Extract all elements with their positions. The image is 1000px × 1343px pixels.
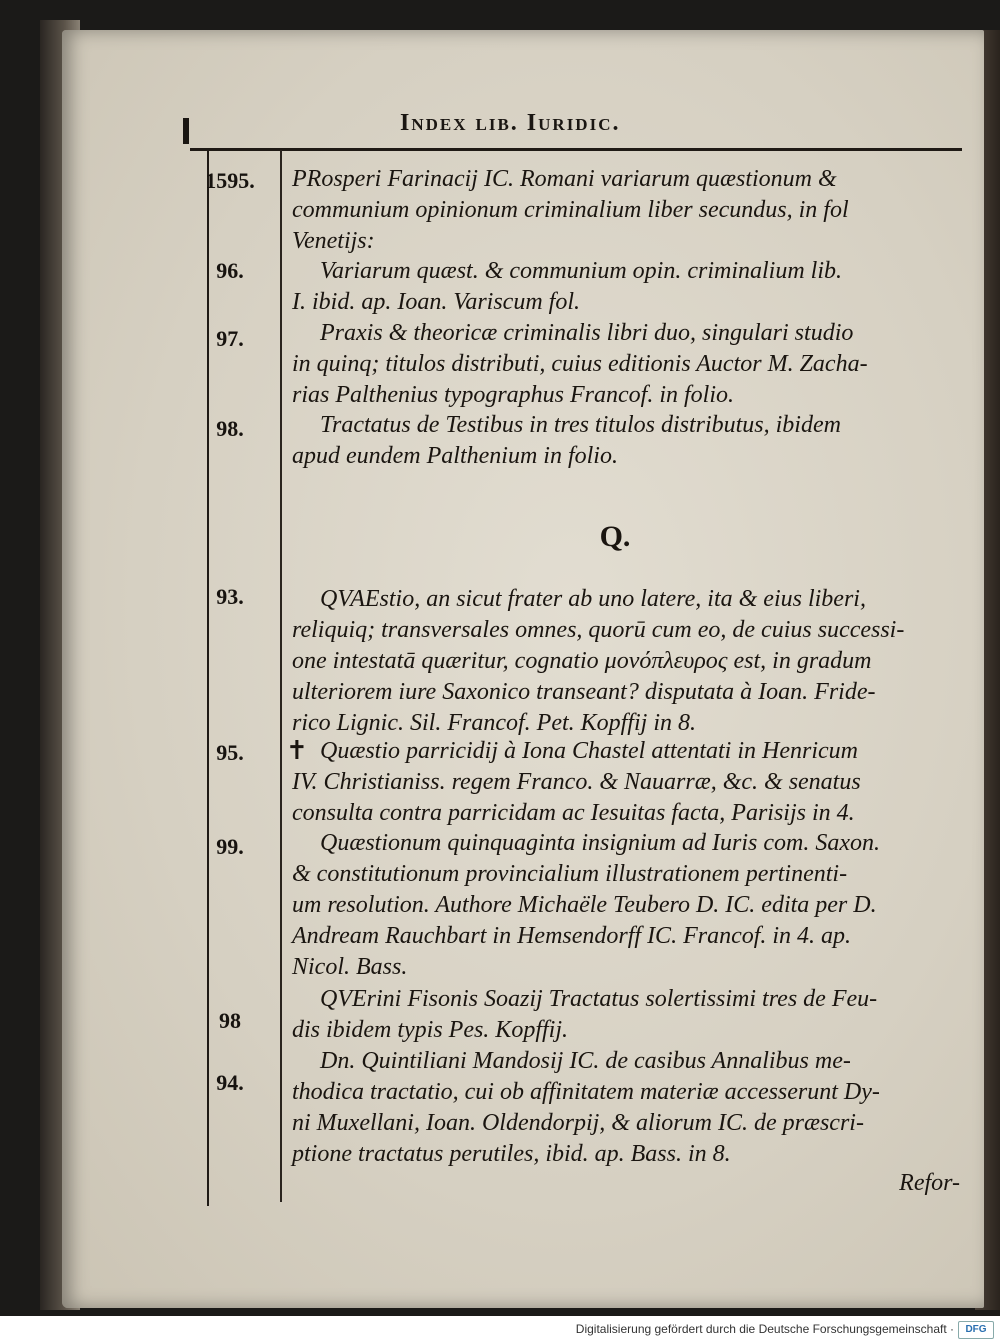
entry-date: 1595.: [205, 168, 255, 193]
entry-line: rias Palthenius typographus Francof. in folio.: [292, 382, 734, 408]
entry-date: 95.: [216, 740, 244, 765]
bibliography-entry: [292, 1046, 962, 1170]
entry-line: ptione tractatus perutiles, ibid. ap. Bass. in 8.: [292, 1141, 731, 1167]
entry-line: ulteriorem iure Saxonico transeant? disputata à Ioan. Fride-: [292, 679, 876, 705]
entry-line: thodica tractatio, cui ob affinitatem materiæ accesserunt Dy-: [292, 1079, 880, 1105]
dfg-logo-icon: DFG: [958, 1321, 994, 1339]
entry-line: Quæstio parricidij à Iona Chastel attentati in Henricum: [320, 738, 858, 764]
entry-line: apud eundem Palthenium in folio.: [292, 443, 618, 469]
entry-line: communium opinionum criminalium liber secundus, in fol: [292, 197, 849, 223]
bibliography-entry: [292, 984, 962, 1046]
running-head: Index lib. Iuridic.: [400, 110, 621, 136]
entry-date: 97.: [216, 326, 244, 351]
cross-mark-icon: ✝: [286, 736, 308, 765]
section-letter-heading: Q.: [599, 520, 631, 553]
entry-line: QVAEstio, an sicut frater ab uno latere, ita & eius liberi,: [320, 586, 866, 612]
entry-line: one intestatā quæritur, cognatio μονόπλευρος est, in gradum: [292, 648, 872, 674]
entry-line: & constitutionum provincialium illustrationem pertinenti-: [292, 861, 848, 887]
entry-line: rico Lignic. Sil. Francof. Pet. Kopffij in 8.: [292, 710, 696, 736]
margin-mark: [183, 118, 189, 144]
entry-line: consulta contra parricidam ac Iesuitas facta, Parisijs in 4.: [292, 800, 855, 826]
entry-line: Tractatus de Testibus in tres titulos distributus, ibidem: [320, 412, 841, 438]
bibliography-entry: [292, 736, 962, 829]
bibliography-entry: [292, 256, 962, 318]
entry-line: Dn. Quintiliani Mandosij IC. de casibus Annalibus me-: [320, 1048, 851, 1074]
header-rule: [190, 148, 962, 151]
entry-line: Variarum quæst. & communium opin. criminalium lib.: [320, 258, 843, 284]
entry-line: Nicol. Bass.: [292, 954, 408, 980]
bibliography-entry: [292, 410, 962, 472]
entry-line: in quinq; titulos distributi, cuius editionis Auctor M. Zacha-: [292, 351, 868, 377]
entry-line: IV. Christianiss. regem Franco. & Nauarræ, &c. & senatus: [292, 769, 861, 795]
bibliography-entry: [292, 164, 962, 257]
entry-line: ni Muxellani, Ioan. Oldendorpij, & aliorum IC. de præscri-: [292, 1110, 864, 1136]
entry-date: 99.: [216, 834, 244, 859]
entry-line: QVErini Fisonis Soazij Tractatus solertissimi tres de Feu-: [320, 986, 878, 1012]
entry-line: reliquiq; transversales omnes, quorū cum eo, de cuius successi-: [292, 617, 905, 643]
entry-line: Andream Rauchbart in Hemsendorff IC. Francof. in 4. ap.: [292, 923, 852, 949]
bibliography-entry: [292, 828, 962, 983]
bibliography-entry: [292, 318, 962, 411]
entry-line: Venetijs:: [292, 228, 375, 254]
catchword: Refor-: [899, 1170, 960, 1196]
footer-credit: Digitalisierung gefördert durch die Deutsche Forschungsgemeinschaft ·: [575, 1322, 954, 1336]
entry-line: Quæstionum quinquaginta insignium ad Iuris com. Saxon.: [320, 830, 881, 856]
entry-date: 98: [219, 1008, 241, 1033]
date-column-outer-rule: [207, 150, 209, 1206]
entry-date: 94.: [216, 1070, 244, 1095]
entry-line: dis ibidem typis Pes. Kopffij.: [292, 1017, 568, 1043]
entry-line: I. ibid. ap. Ioan. Variscum fol.: [292, 289, 580, 315]
entry-date: 93.: [216, 584, 244, 609]
entry-line: Praxis & theoricæ criminalis libri duo, singulari studio: [320, 320, 854, 346]
entry-line: PRosperi Farinacij IC. Romani variarum quæstionum &: [292, 166, 837, 192]
bibliography-entry: [292, 584, 962, 739]
entry-date: 98.: [216, 416, 244, 441]
entry-date: 96.: [216, 258, 244, 283]
entry-line: um resolution. Authore Michaële Teubero D. IC. edita per D.: [292, 892, 877, 918]
date-column-inner-rule: [280, 150, 282, 1202]
